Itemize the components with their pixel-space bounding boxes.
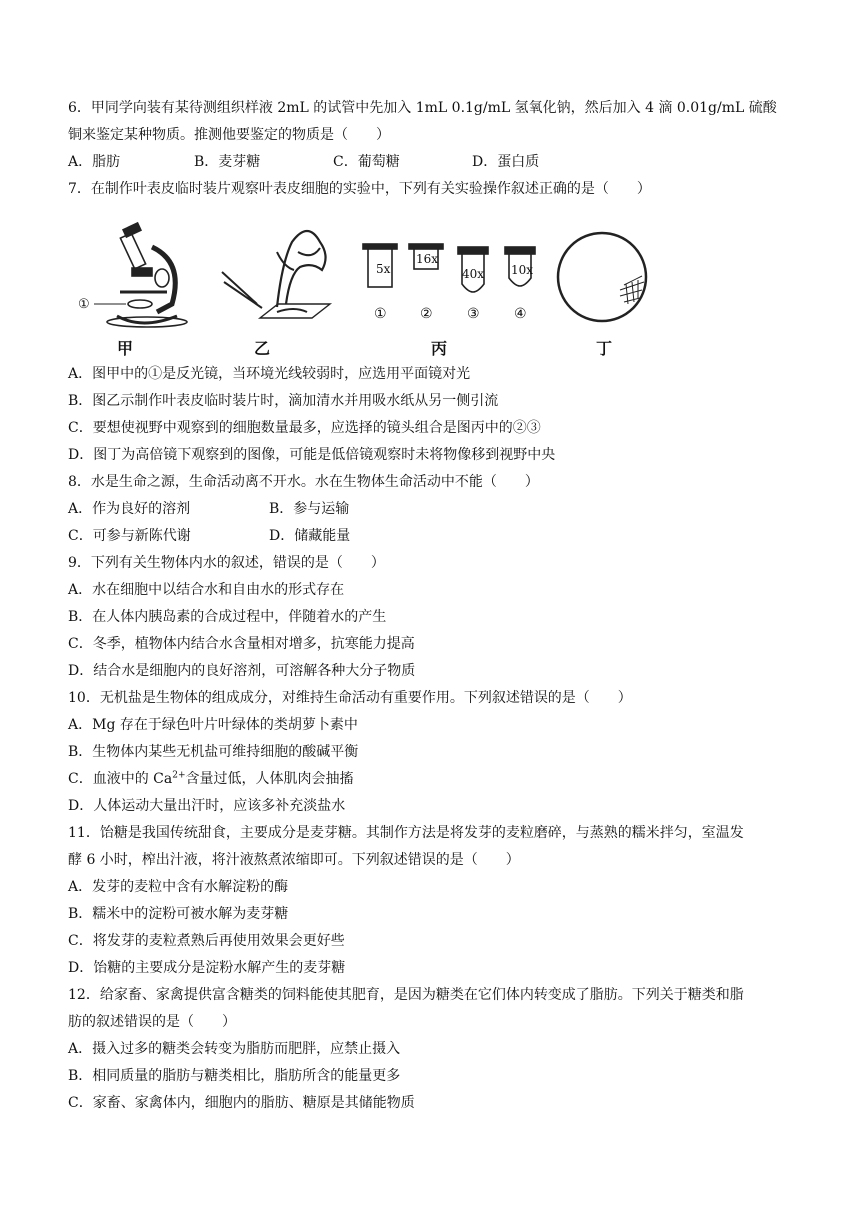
q10-option-b: B．生物体内某些无机盐可维持细胞的酸碱平衡 — [68, 744, 359, 760]
lens-number-4: ④ — [514, 306, 527, 322]
q12-option-c: C．家畜、家禽体内，细胞内的脂肪、糖原是其储能物质 — [68, 1095, 415, 1111]
q8-stem: 8．水是生命之源，生命活动离不开水。水在生物体生命活动中不能（ ） — [68, 474, 539, 490]
q10-option-c-post: 含量过低，人体肌肉会抽搐 — [185, 771, 354, 787]
q9-option-c: C．冬季，植物体内结合水含量相对增多，抗寒能力提高 — [68, 636, 415, 652]
q8-option-b: B．参与运输 — [269, 501, 350, 517]
q7-stem: 7．在制作叶表皮临时装片观察叶表皮细胞的实验中，下列有关实验操作叙述正确的是（ ） — [68, 181, 651, 197]
slide-preparation-icon — [222, 231, 330, 318]
lens-mark-1: 5x — [376, 262, 391, 276]
q11-option-b: B．糯米中的淀粉可被水解为麦芽糖 — [68, 906, 289, 922]
q12-stem-line2: 肪的叙述错误的是（ ） — [68, 1014, 236, 1030]
figure-label-bing: 丙 — [431, 339, 448, 358]
q6-stem-line1: 6．甲同学向装有某待测组织样液 2mL 的试管中先加入 1mL 0.1g/mL 氢氧化钠，然后加入 4 滴 0.01g/mL 硫酸 — [68, 100, 777, 116]
lens-number-1: ① — [374, 306, 387, 322]
q7-option-a: A．图甲中的①是反光镜，当环境光线较弱时，应选用平面镜对光 — [68, 366, 471, 382]
field-of-view-icon — [558, 233, 646, 321]
lens-mark-3: 40x — [462, 267, 485, 281]
q12-option-a: A．摄入过多的糖类会转变为脂肪而肥胖，应禁止摄入 — [68, 1041, 401, 1057]
q7-option-d: D．图丁为高倍镜下观察到的图像，可能是低倍镜观察时未将物像移到视野中央 — [68, 447, 556, 463]
q8-option-c: C．可参与新陈代谢 — [68, 528, 191, 544]
lens-number-3: ③ — [467, 306, 480, 322]
q10-option-c — [68, 769, 354, 789]
q10-option-a: A．Mg 存在于绿色叶片叶绿体的类胡萝卜素中 — [68, 717, 358, 733]
q10-option-c-pre: C．血液中的 Ca — [68, 771, 173, 787]
lens-number-2: ② — [420, 306, 433, 322]
q8-option-d: D．储藏能量 — [269, 528, 351, 544]
q10-stem: 10．无机盐是生物体的组成成分，对维持生命活动有重要作用。下列叙述错误的是（ ） — [68, 690, 632, 706]
q7-option-b: B．图乙示制作叶表皮临时装片时，滴加清水并用吸水纸从另一侧引流 — [68, 393, 499, 409]
q6-stem-line2: 铜来鉴定某种物质。推测他要鉴定的物质是（ ） — [68, 127, 390, 143]
q10-option-d: D．人体运动大量出汗时，应该多补充淡盐水 — [68, 798, 346, 814]
q11-stem-line2: 酵 6 小时，榨出汁液，将汁液熬煮浓缩即可。下列叙述错误的是（ ） — [68, 852, 520, 868]
figure-label-jia: 甲 — [117, 339, 134, 358]
q9-stem: 9．下列有关生物体内水的叙述，错误的是（ ） — [68, 555, 385, 571]
q11-option-c: C．将发芽的麦粒煮熟后再使用效果会更好些 — [68, 933, 345, 949]
q8-option-a: A．作为良好的溶剂 — [68, 501, 191, 517]
lens-mark-4: 10x — [511, 263, 534, 277]
q9-option-d: D．结合水是细胞内的良好溶剂，可溶解各种大分子物质 — [68, 663, 416, 679]
q6-option-d: D．蛋白质 — [472, 154, 540, 170]
q12-stem-line1: 12．给家畜、家禽提供富含糖类的饲料能使其肥育，是因为糖类在它们体内转变成了脂肪。下列关于糖类和脂 — [68, 987, 744, 1003]
q7-figure — [72, 212, 652, 362]
lens-mark-2: 16x — [416, 252, 439, 266]
q6-option-b: B．麦芽糖 — [194, 154, 261, 170]
q9-option-b: B．在人体内胰岛素的合成过程中，伴随着水的产生 — [68, 609, 387, 625]
q6-option-a: A．脂肪 — [68, 154, 121, 170]
figure-label-ding: 丁 — [596, 339, 613, 358]
q6-option-c: C．葡萄糖 — [333, 154, 400, 170]
q9-option-a: A．水在细胞中以结合水和自由水的形式存在 — [68, 582, 345, 598]
microscope-icon — [94, 223, 187, 327]
q11-stem-line1: 11．饴糖是我国传统甜食，主要成分是麦芽糖。其制作方法是将发芽的麦粒磨碎，与蒸熟的糯米拌匀，室温发 — [68, 825, 744, 841]
q7-option-c: C．要想使视野中观察到的细胞数量最多，应选择的镜头组合是图丙中的②③ — [68, 420, 541, 436]
figure-label-yi: 乙 — [254, 339, 271, 358]
microscope-figure — [72, 212, 652, 362]
q11-option-a: A．发芽的麦粒中含有水解淀粉的酶 — [68, 879, 289, 895]
mirror-mark: ① — [78, 297, 90, 312]
q11-option-d: D．饴糖的主要成分是淀粉水解产生的麦芽糖 — [68, 960, 346, 976]
q10-option-c-sup: 2+ — [172, 770, 186, 781]
q12-option-b: B．相同质量的脂肪与糖类相比，脂肪所含的能量更多 — [68, 1068, 401, 1084]
